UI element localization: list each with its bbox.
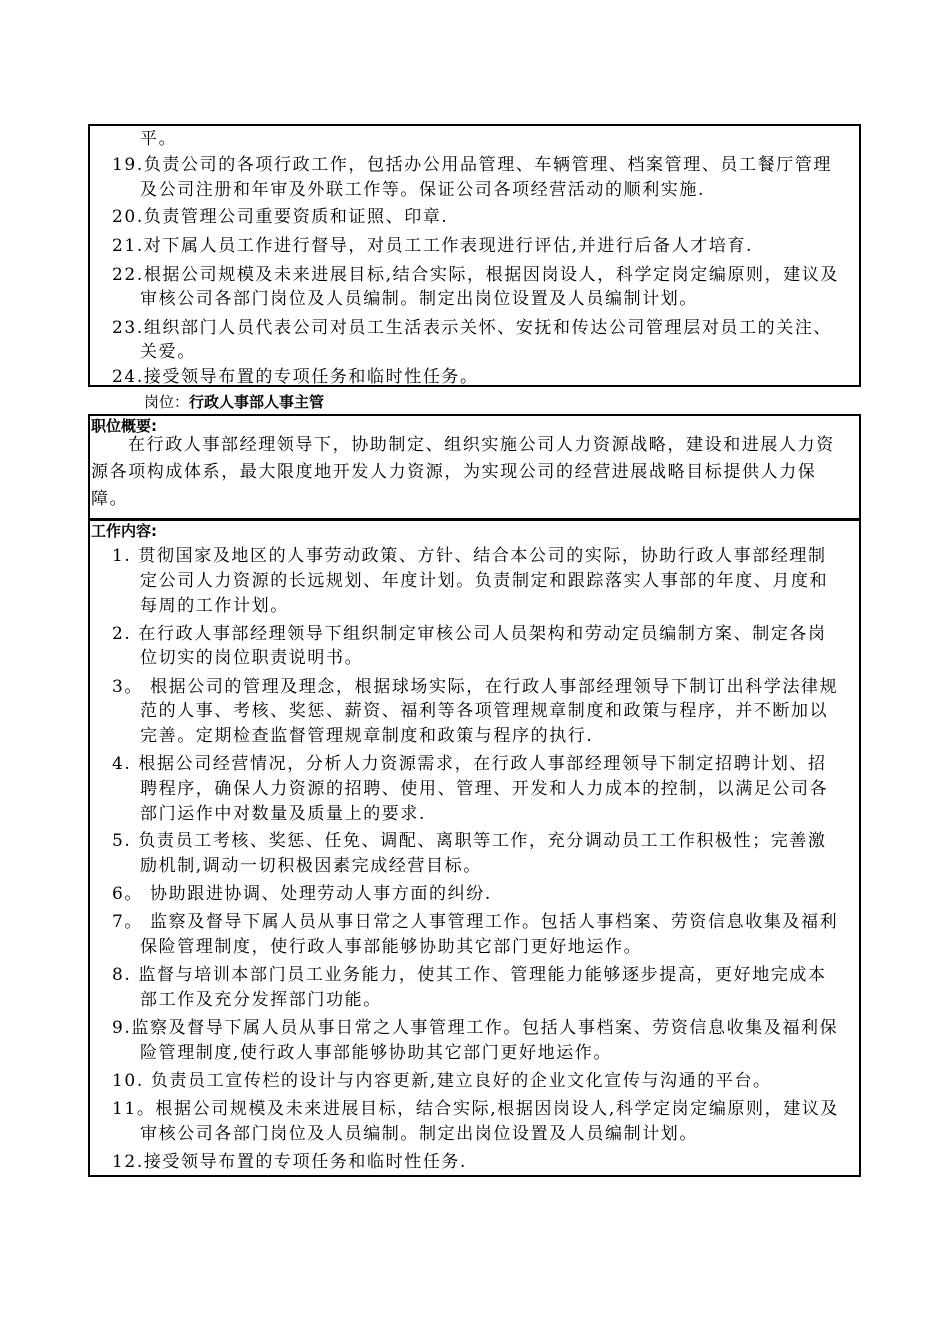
- work-item-5-cont: 励机制,调动一切积极因素完成经营目标。: [140, 856, 482, 876]
- overview-line-2: 源各项构成体系，最大限度地开发人力资源，为实现公司的经营进展战略目标提供人力保: [91, 462, 817, 482]
- position-title: 行政人事部人事主管: [189, 393, 325, 411]
- list-item-19-cont: 及公司注册和年审及外联工作等。保证公司各项经营活动的顺利实施.: [140, 180, 706, 200]
- work-item-6: 6。 协助跟进协调、处理劳动人事方面的纠纷.: [112, 884, 492, 904]
- list-item-23-cont: 关爱。: [140, 342, 196, 362]
- work-item-4-cont: 聘程序，确保人力资源的招聘、使用、管理、开发和人力成本的控制，以满足公司各: [140, 779, 829, 799]
- work-item-9-cont: 险管理制度,使行政人事部能够协助其它部门更好地运作。: [140, 1043, 613, 1063]
- work-item-1-cont: 定公司人力资源的长远规划、年度计划。负责制定和跟踪落实人事部的年度、月度和: [140, 571, 829, 591]
- position-caption: [144, 392, 324, 412]
- list-item-19: 19.负责公司的各项行政工作，包括办公用品管理、车辆管理、档案管理、员工餐厅管理: [112, 155, 833, 175]
- list-item-20: 20.负责管理公司重要资质和证照、印章.: [112, 207, 449, 227]
- list-item-18-tail: 平。: [140, 129, 178, 149]
- work-item-8: 8. 监督与培训本部门员工业务能力，使其工作、管理能力能够逐步提高，更好地完成本: [112, 965, 827, 985]
- work-item-4: 4. 根据公司经营情况，分析人力资源需求，在行政人事部经理领导下制定招聘计划、招: [112, 754, 827, 774]
- work-item-2-cont: 位切实的岗位职责说明书。: [140, 648, 364, 668]
- work-item-8-cont: 部工作及充分发挥部门功能。: [140, 990, 382, 1010]
- work-item-11: 11。根据公司规模及未来进展目标，结合实际,根据因岗设人,科学定岗定编原则，建议及: [112, 1099, 840, 1119]
- work-heading: 工作内容:: [91, 522, 157, 540]
- list-item-22: 22.根据公司规模及未来进展目标,结合实际，根据因岗设人，科学定岗定编原则，建议及: [112, 265, 840, 285]
- work-item-11-cont: 审核公司各部门岗位及人员编制。制定出岗位设置及人员编制计划。: [140, 1124, 698, 1144]
- work-item-3-cont: 范的人事、考核、奖惩、薪资、福利等各项管理规章制度和政策与程序，并不断加以: [140, 701, 829, 721]
- work-item-10: 10. 负责员工宣传栏的设计与内容更新,建立良好的企业文化宣传与沟通的平台。: [112, 1071, 772, 1091]
- work-item-7: 7。 监察及督导下属人员从事日常之人事管理工作。包括人事档案、劳资信息收集及福利: [112, 912, 839, 932]
- work-item-1-cont: 每周的工作计划。: [140, 596, 289, 616]
- overview-line-1: 在行政人事部经理领导下，协助制定、组织实施公司人力资源战略，建设和进展人力资: [128, 435, 835, 455]
- work-item-1: 1. 贯彻国家及地区的人事劳动政策、方针、结合本公司的实际，协助行政人事部经理制: [112, 546, 827, 566]
- work-item-3: 3。 根据公司的管理及理念，根据球场实际，在行政人事部经理领导下制订出科学法律规: [112, 677, 839, 697]
- work-item-2: 2. 在行政人事部经理领导下组织制定审核公司人员架构和劳动定员编制方案、制定各岗: [112, 624, 827, 644]
- list-item-23: 23.组织部门人员代表公司对员工生活表示关怀、安抚和传达公司管理层对员工的关注、: [112, 318, 833, 338]
- list-item-24: 24.接受领导布置的专项任务和临时性任务。: [112, 367, 479, 387]
- work-item-3-cont: 完善。定期检查监督管理规章制度和政策与程序的执行.: [140, 726, 594, 746]
- list-item-21: 21.对下属人员工作进行督导，对员工工作表现进行评估,并进行后备人才培育.: [112, 236, 754, 256]
- overview-line-3: 障。: [91, 489, 129, 509]
- work-item-9: 9.监察及督导下属人员从事日常之人事管理工作。包括人事档案、劳资信息收集及福利保: [112, 1018, 839, 1038]
- overview-heading: 职位概要:: [91, 417, 157, 435]
- position-label: 岗位：: [144, 393, 190, 411]
- work-item-5: 5. 负责员工考核、奖惩、任免、调配、离职等工作，充分调动员工工作积极性；完善激: [112, 831, 827, 851]
- work-item-4-cont: 部门运作中对数量及质量上的要求.: [140, 804, 427, 824]
- list-item-22-cont: 审核公司各部门岗位及人员编制。制定出岗位设置及人员编制计划。: [140, 289, 698, 309]
- work-item-12: 12.接受领导布置的专项任务和临时性任务.: [112, 1152, 468, 1172]
- work-item-7-cont: 保险管理制度，使行政人事部能够协助其它部门更好地运作。: [140, 937, 643, 957]
